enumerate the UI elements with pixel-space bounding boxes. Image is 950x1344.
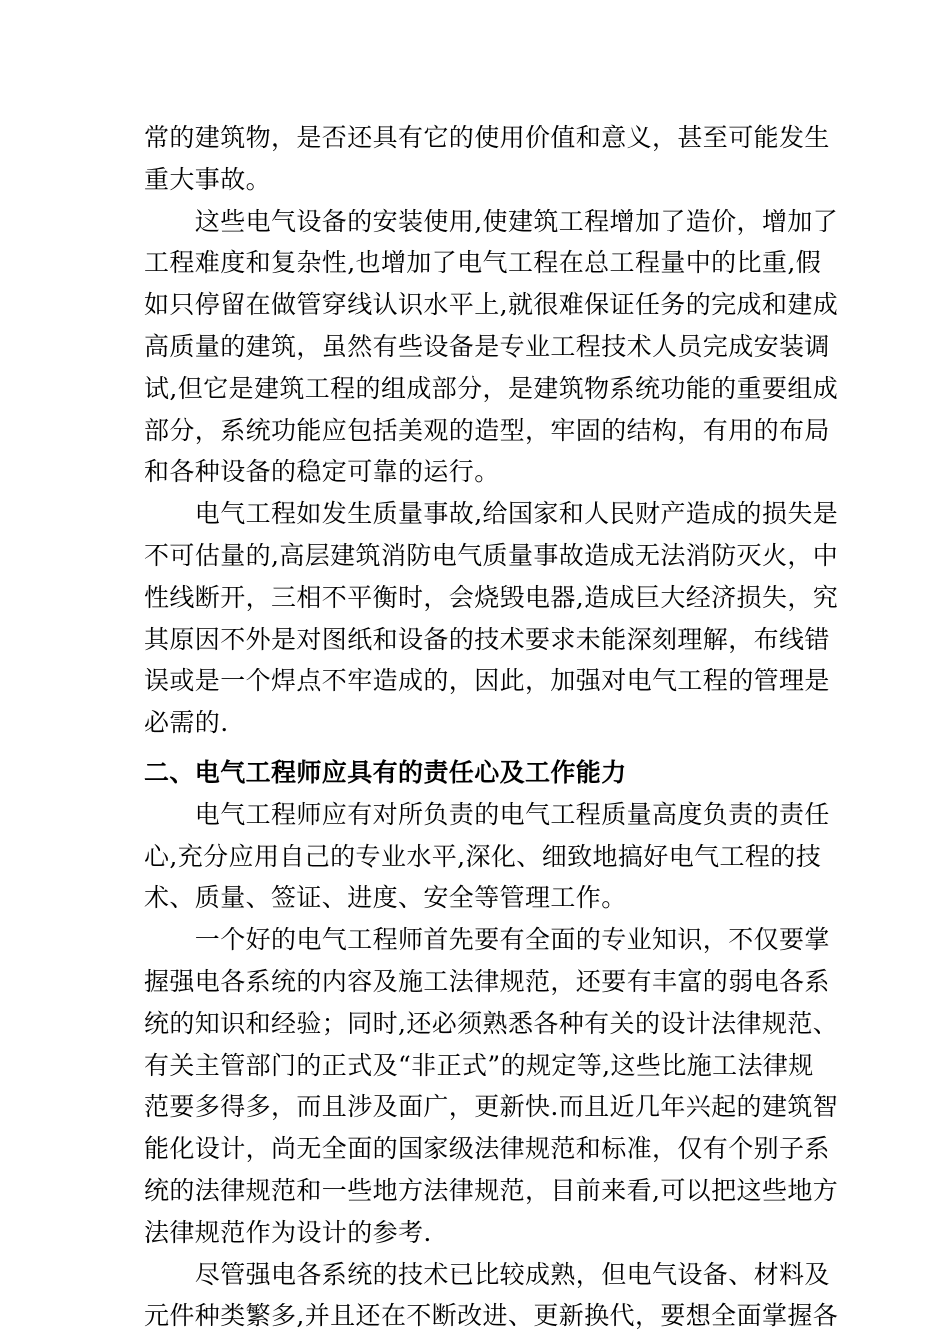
text-line: 法律规范作为设计的参考. [144,1217,432,1247]
paragraph-6 [144,1254,839,1338]
text-line: 如只停留在做管穿线认识水平上,就很难保证任务的完成和建成 [144,290,839,320]
text-line: 术、质量、签证、进度、安全等管理工作。 [144,883,627,913]
text-line: 误或是一个焊点不牢造成的，因此，加强对电气工程的管理是 [144,666,830,696]
text-line: 电气工程如发生质量事故,给国家和人民财产造成的损失是 [144,499,839,529]
text-line: 统的知识和经验；同时,还必须熟悉各种有关的设计法律规范、 [144,1008,839,1038]
text-line: 尽管强电各系统的技术已比较成熟，但电气设备、材料及 [144,1259,830,1289]
text-line: 一个好的电气工程师首先要有全面的专业知识，不仅要掌 [144,925,830,955]
text-line: 其原因不外是对图纸和设备的技术要求未能深刻理解，布线错 [144,624,830,654]
text-line: 统的法律规范和一些地方法律规范，目前来看,可以把这些地方 [144,1175,839,1205]
text-line: 能化设计，尚无全面的国家级法律规范和标准，仅有个别子系 [144,1134,830,1164]
document-page [144,117,839,1337]
section-heading: 二、电气工程师应具有的责任心及工作能力 [144,757,627,787]
text-line: 性线断开，三相不平衡时，会烧毁电器,造成巨大经济损失，究 [144,582,839,612]
text-line: 和各种设备的稳定可靠的运行。 [144,457,500,487]
text-line: 高质量的建筑，虽然有些设备是专业工程技术人员完成安装调 [144,331,830,361]
text-line: 常的建筑物，是否还具有它的使用价值和意义，甚至可能发生 [144,123,830,152]
paragraph-1 [144,117,830,201]
text-line: 元件种类繁多,并且还在不断改进、更新换代，要想全面掌握各 [144,1301,839,1331]
text-line: 重大事故。 [144,164,272,194]
text-line: 有关主管部门的正式及“非正式”的规定等,这些比施工法律规 [144,1050,814,1080]
text-line: 试,但它是建筑工程的组成部分，是建筑物系统功能的重要组成 [144,373,839,403]
text-line: 电气工程师应有对所负责的电气工程质量高度负责的责任 [144,799,830,829]
paragraph-2 [144,201,839,494]
text-line: 必需的. [144,708,229,738]
paragraph-5 [144,919,839,1253]
text-line: 部分，系统功能应包括美观的造型，牢固的结构，有用的布局 [144,415,830,445]
text-line: 范要多得多，而且涉及面广，更新快.而且近几年兴起的建筑智 [144,1092,839,1122]
text-line: 握强电各系统的内容及施工法律规范，还要有丰富的弱电各系 [144,966,830,996]
text-line: 心,充分应用自己的专业水平,深化、细致地搞好电气工程的技 [144,841,822,871]
text-line: 不可估量的,高层建筑消防电气质量事故造成无法消防灭火，中 [144,540,839,570]
paragraph-4 [144,794,830,919]
paragraph-3 [144,493,839,744]
text-line: 这些电气设备的安装使用,使建筑工程增加了造价，增加了 [144,206,839,236]
text-line: 工程难度和复杂性,也增加了电气工程在总工程量中的比重,假 [144,248,822,278]
